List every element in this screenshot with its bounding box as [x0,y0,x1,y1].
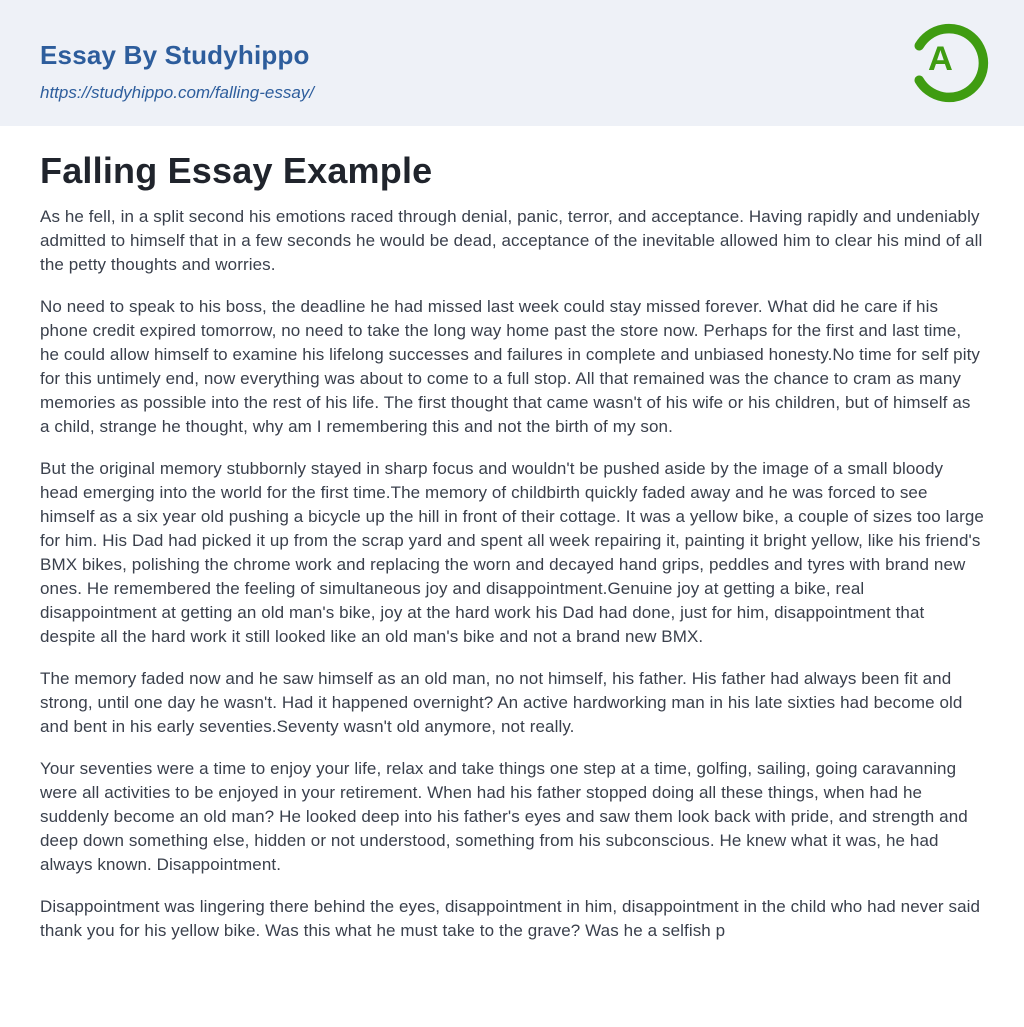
essay-paragraph: But the original memory stubbornly stayed in sharp focus and wouldn't be pushed aside by the image of a small bloody head emerging into the world for the first time.The memory of childbirth quickly faded away and he was forced to see himself as a six year old pushing a bicycle up the hill in front of their cottage. It was a yellow bike, a couple of sizes too large for him. His Dad had picked it up from the scrap yard and spent all week repairing it, painting it bright yellow, like his friend's BMX bikes, polishing the chrome work and replacing the worn and decayed hand grips, peddles and tyres with brand new ones. He remembered the feeling of simultaneous joy and disappointment.Genuine joy at getting a bike, real disappointment at getting an old man's bike, joy at the hard work his Dad had done, just for him, disappointment that despite all the hard work it still looked like an old man's bike and not a brand new BMX. [40,459,984,647]
essay-paragraph: Disappointment was lingering there behind the eyes, disappointment in him, disappointment in the child who had never said thank you for his yellow bike. Was this what he must take to the grave? Was he a selfish p [40,897,981,941]
article-content [0,126,1024,943]
logo-arc-icon [906,20,992,106]
page-title: Falling Essay Example [40,150,433,191]
studyhippo-logo-icon [906,20,992,106]
page-header [0,0,1024,126]
site-title: Essay By Studyhippo [40,40,310,70]
logo-letter: A [927,39,953,78]
essay-paragraph: No need to speak to his boss, the deadline he had missed last week could stay missed forever. What did he care if his phone credit expired tomorrow, no need to take the long way home past the store now. Perhaps for the first and last time, he could allow himself to examine his lifelong successes and failures in complete and unbiased honesty.No time for self pity for this untimely end, now everything was about to come to a full stop. All that remained was the chance to cram as many memories as possible into the rest of his life. The first thought that came wasn't of his wife or his children, but of himself as a child, strange he thought, why am I remembering this and not the birth of my son. [40,297,981,437]
essay-body [40,205,984,943]
essay-paragraph: The memory faded now and he saw himself as an old man, no not himself, his father. His father had always been fit and strong, until one day he wasn't. Had it happened overnight? An active hardworking man in his late sixties had become old and bent in his early seventies.Seventy wasn't old anymore, not really. [40,669,963,737]
essay-paragraph: As he fell, in a split second his emotions raced through denial, panic, terror, and acceptance. Having rapidly and undeniably admitted to himself that in a few seconds he would be dead, acceptance of the inevitable allowed him to clear his mind of all the petty thoughts and worries. [40,207,983,275]
essay-paragraph: Your seventies were a time to enjoy your life, relax and take things one step at a time, golfing, sailing, going caravanning were all activities to be enjoyed in your retirement. When had his father stopped doing all these things, when had he suddenly become an old man? He looked deep into his father's eyes and saw them look back with pride, and strength and deep down something else, hidden or not understood, something from his subconscious. He knew what it was, he had always known. Disappointment. [40,759,968,875]
article-url-link[interactable]: https://studyhippo.com/falling-essay/ [40,83,315,103]
